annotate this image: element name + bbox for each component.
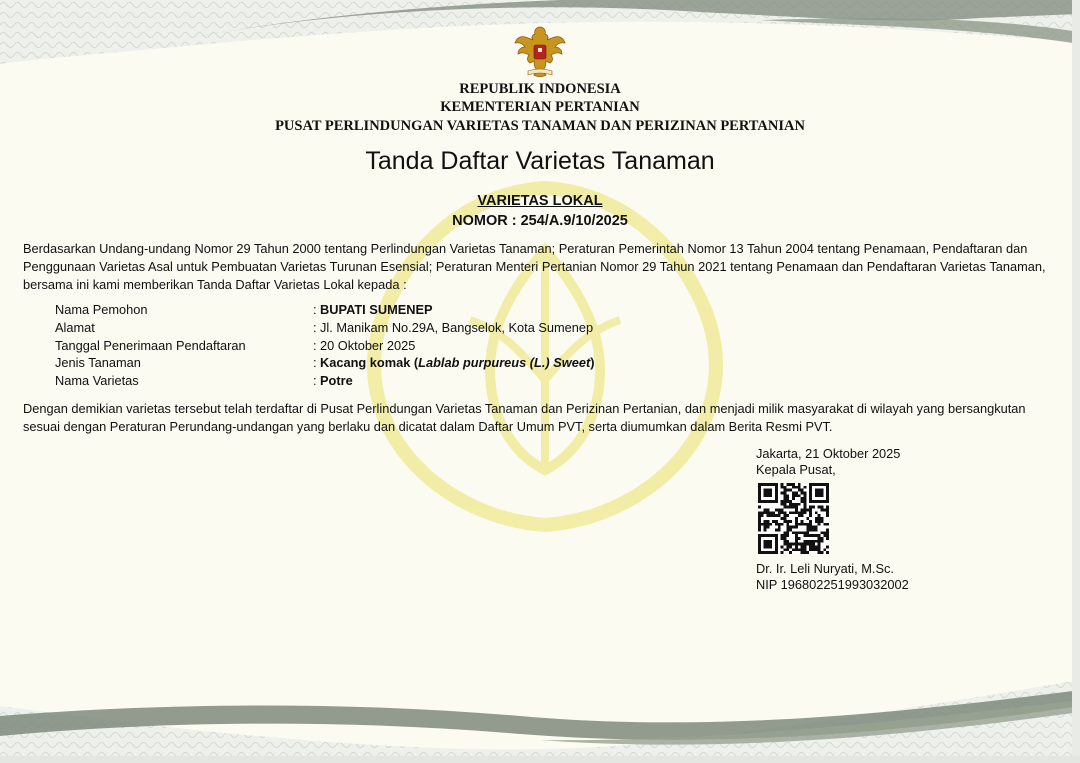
qr-code-icon bbox=[758, 483, 829, 554]
field-colon: : bbox=[313, 355, 317, 370]
field-value-plant-type bbox=[320, 355, 595, 370]
plant-close-paren: ) bbox=[590, 355, 595, 370]
plant-latin-name: Lablab purpureus (L.) Sweet bbox=[418, 355, 591, 370]
field-value-variety: Potre bbox=[320, 373, 353, 388]
field-value-received-date: 20 Oktober 2025 bbox=[320, 338, 416, 353]
field-colon: : bbox=[313, 320, 317, 335]
signatory-name: Dr. Ir. Leli Nuryati, M.Sc. bbox=[756, 561, 894, 576]
header-republic: REPUBLIK INDONESIA bbox=[459, 81, 621, 97]
page-edge-bottom bbox=[0, 756, 1080, 763]
field-label-applicant: Nama Pemohon bbox=[55, 302, 148, 317]
field-label-plant-type: Jenis Tanaman bbox=[55, 355, 141, 370]
garuda-emblem-icon bbox=[514, 25, 566, 79]
field-colon: : bbox=[313, 302, 317, 317]
signature-position: Kepala Pusat, bbox=[756, 462, 836, 477]
field-value-applicant: BUPATI SUMENEP bbox=[320, 302, 433, 317]
certificate-number: NOMOR : 254/A.9/10/2025 bbox=[452, 213, 628, 229]
signatory-nip: NIP 196802251993032002 bbox=[756, 577, 909, 592]
field-value-address: Jl. Manikam No.29A, Bangselok, Kota Sumenep bbox=[320, 320, 594, 335]
intro-line-2: Penggunaan Varietas Asal untuk Pembuatan Varietas Turunan Esensial; Peraturan Menteri Pertanian Nomor 29 Tahun 2021 tentang Penamaan dan Pendaftaran Varietas Tanaman, bbox=[23, 259, 1046, 274]
signature-place-date: Jakarta, 21 Oktober 2025 bbox=[756, 446, 901, 461]
intro-line-1: Berdasarkan Undang-undang Nomor 29 Tahun 2000 tentang Perlindungan Varietas Tanaman; Peraturan Pemerintah Nomor 13 Tahun 2004 tentang Penamaan, Pendaftaran dan bbox=[23, 241, 1028, 256]
field-label-received-date: Tanggal Penerimaan Pendaftaran bbox=[55, 338, 246, 353]
field-colon: : bbox=[313, 373, 317, 388]
document-title: Tanda Daftar Varietas Tanaman bbox=[365, 147, 715, 175]
field-label-variety: Nama Varietas bbox=[55, 373, 139, 388]
closing-paragraph bbox=[23, 400, 1063, 436]
closing-line-1: Dengan demikian varietas tersebut telah terdaftar di Pusat Perlindungan Varietas Tanaman dan Perizinan Pertanian, dan menjadi milik masyarakat di wilayah yang bersangkutan bbox=[23, 401, 1026, 416]
field-colon: : bbox=[313, 338, 317, 353]
plant-common-name: Kacang komak ( bbox=[320, 355, 419, 370]
certificate-category: VARIETAS LOKAL bbox=[477, 193, 603, 209]
closing-line-2: sesuai dengan Peraturan Perundang-undangan yang berlaku dan dicatat dalam Daftar Umum PVT, serta diumumkan dalam Berita Resmi PVT. bbox=[23, 419, 833, 434]
header-ministry: KEMENTERIAN PERTANIAN bbox=[440, 99, 640, 115]
field-label-address: Alamat bbox=[55, 320, 95, 335]
intro-paragraph bbox=[23, 240, 1063, 294]
intro-line-3: bersama ini kami memberikan Tanda Daftar Varietas Lokal kepada : bbox=[23, 277, 407, 292]
header-center: PUSAT PERLINDUNGAN VARIETAS TANAMAN DAN PERIZINAN PERTANIAN bbox=[275, 118, 805, 134]
